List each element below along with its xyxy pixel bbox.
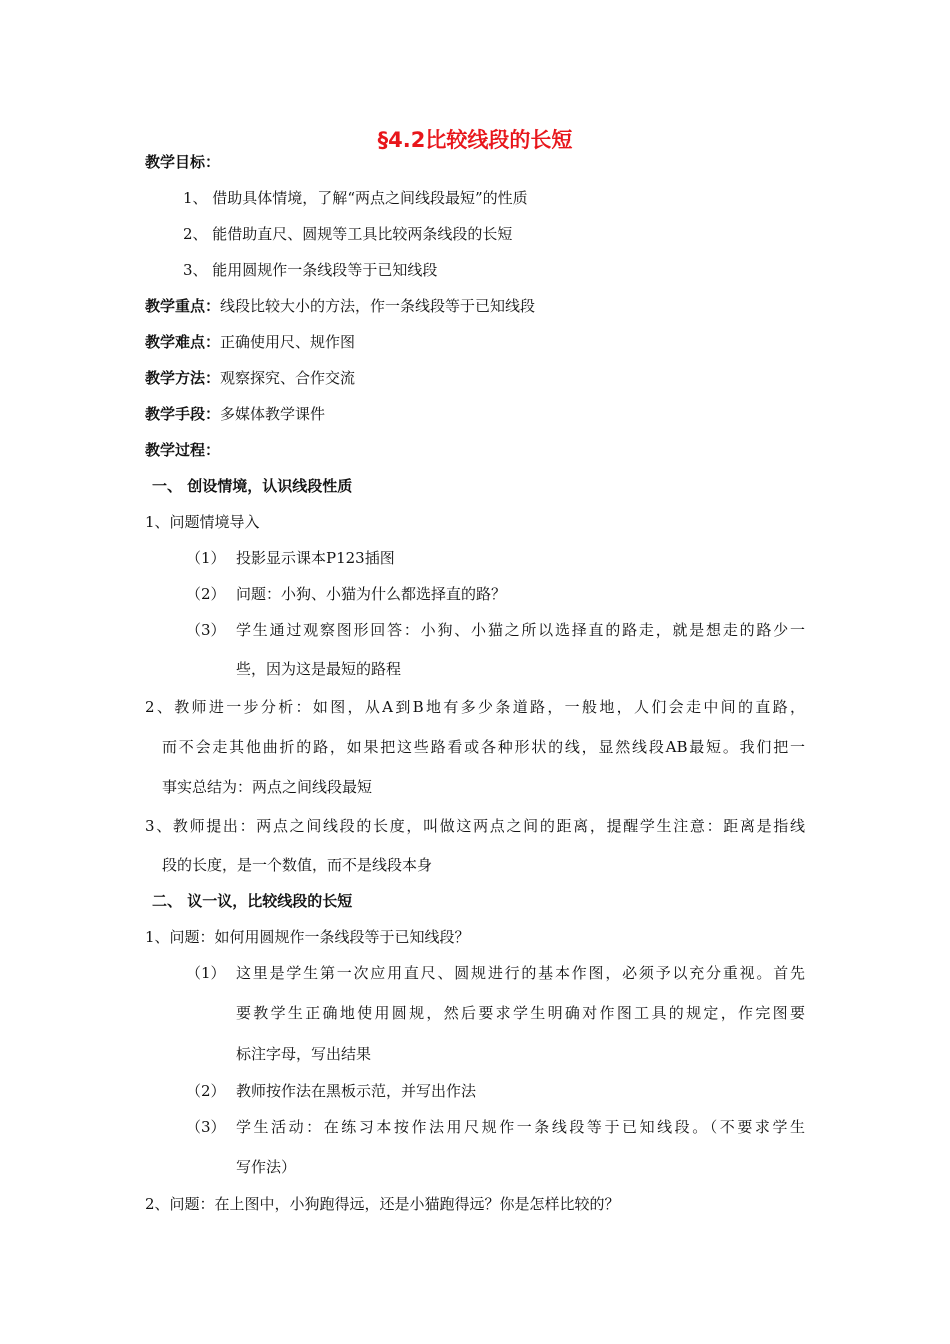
method-label: 教学方法： (145, 369, 221, 387)
section1-item1: 1、问题情境导入 (145, 513, 260, 531)
section1-item2-line1: 2、教师进一步分析：如图，从A到B地有多少条道路，一般地，人们会走中间的直路， (145, 698, 805, 716)
objective-item-1: 1、 借助具体情境，了解“两点之间线段最短”的性质 (183, 189, 528, 207)
section2-sub3-line1: 学生活动：在练习本按作法用尺规作一条线段等于已知线段。（不要求学生 (236, 1118, 805, 1136)
section1-sub2-num: （2） (186, 585, 226, 603)
means-text: 多媒体教学课件 (220, 405, 326, 423)
objective-item-2: 2、 能借助直尺、圆规等工具比较两条线段的长短 (183, 225, 513, 243)
section1-sub2-text: 问题：小狗、小猫为什么都选择直的路？ (236, 585, 507, 603)
method-text: 观察探究、合作交流 (220, 369, 356, 387)
section1-sub3-line1: 学生通过观察图形回答：小狗、小猫之所以选择直的路走，就是想走的路少一 (236, 621, 805, 639)
section2-sub1-line1: 这里是学生第一次应用直尺、圆规进行的基本作图，必须予以充分重视。首先 (236, 964, 805, 982)
difficulty-label: 教学难点： (145, 333, 221, 351)
section2-sub3-num: （3） (186, 1118, 226, 1136)
section2-sub1-line3: 标注字母，写出结果 (236, 1045, 372, 1063)
section1-sub3-line2: 些，因为这是最短的路程 (236, 660, 402, 678)
section2-sub2-num: （2） (186, 1082, 226, 1100)
method-row (145, 368, 355, 388)
key-point-label: 教学重点： (145, 297, 221, 315)
section1-item3-line2: 段的长度，是一个数值，而不是线段本身 (162, 856, 433, 874)
section2-heading: 二、 议一议，比较线段的长短 (152, 892, 353, 910)
section1-item2-line2: 而不会走其他曲折的路，如果把这些路看或各种形状的线，显然线段AB最短。我们把一 (162, 738, 805, 756)
means-row (145, 404, 325, 424)
section1-sub1-num: （1） (186, 549, 226, 567)
means-label: 教学手段： (145, 405, 221, 423)
section2-sub3-line2: 写作法） (236, 1158, 297, 1176)
process-label: 教学过程： (145, 441, 221, 459)
key-point-row (145, 296, 535, 316)
section1-sub1-text: 投影显示课本P123插图 (236, 549, 395, 567)
section2-sub1-num: （1） (186, 964, 226, 982)
section1-heading: 一、 创设情境，认识线段性质 (152, 477, 353, 495)
section2-item2: 2、问题：在上图中，小狗跑得远，还是小猫跑得远？你是怎样比较的？ (145, 1195, 620, 1213)
section2-sub1-line2: 要教学生正确地使用圆规，然后要求学生明确对作图工具的规定，作完图要 (236, 1004, 805, 1022)
difficulty-text: 正确使用尺、规作图 (220, 333, 356, 351)
difficulty-row (145, 332, 355, 352)
objective-item-3: 3、 能用圆规作一条线段等于已知线段 (183, 261, 438, 279)
key-point-text: 线段比较大小的方法，作一条线段等于已知线段 (220, 297, 536, 315)
section2-sub2-text: 教师按作法在黑板示范，并写出作法 (236, 1082, 477, 1100)
objectives-label: 教学目标： (145, 153, 221, 171)
section1-sub3-num: （3） (186, 621, 226, 639)
document-title: §4.2比较线段的长短 (377, 128, 573, 152)
section1-item2-line3: 事实总结为：两点之间线段最短 (162, 778, 373, 796)
section2-item1: 1、问题：如何用圆规作一条线段等于已知线段？ (145, 928, 470, 946)
section1-item3-line1: 3、教师提出：两点之间线段的长度，叫做这两点之间的距离，提醒学生注意：距离是指线 (145, 817, 805, 835)
